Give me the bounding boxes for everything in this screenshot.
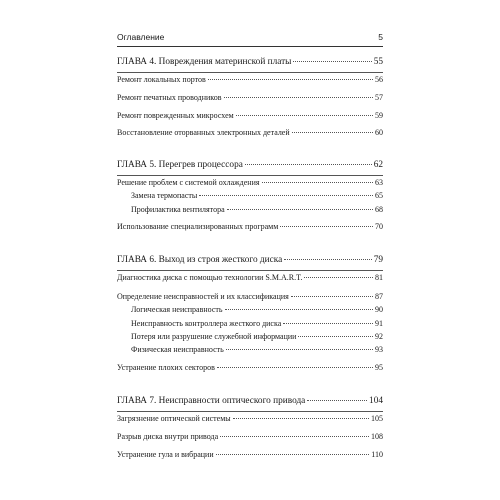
toc-entry[interactable]: Устранение гула и вибрации 110 — [117, 450, 383, 459]
chapter-rule — [117, 175, 383, 176]
toc-subentry[interactable]: Потеря или разрушение служебной информации 92 — [131, 332, 383, 341]
toc-subentry[interactable]: Неисправность контроллера жесткого диска 91 — [131, 319, 383, 328]
toc-entry[interactable]: Ремонт поврежденных микросхем 59 — [117, 111, 383, 120]
running-header — [117, 30, 383, 47]
toc-subentry[interactable]: Замена термопасты 65 — [131, 191, 383, 200]
chapter-heading[interactable]: ГЛАВА 4. Повреждения материнской платы 55 — [117, 57, 383, 67]
toc-entry[interactable]: Определение неисправностей и их классификация 87 — [117, 292, 383, 301]
toc-entry[interactable]: Ремонт печатных проводников 57 — [117, 93, 383, 102]
toc-entry[interactable]: Загрязнение оптической системы 105 — [117, 414, 383, 423]
header-title: Оглавление — [117, 32, 165, 42]
toc-entry[interactable]: Использование специализированных программ 70 — [117, 222, 383, 231]
chapter-heading[interactable]: ГЛАВА 5. Перегрев процессора 62 — [117, 160, 383, 170]
chapter-rule — [117, 411, 383, 412]
toc-subentry[interactable]: Физическая неисправность 93 — [131, 345, 383, 354]
toc-entry[interactable]: Устранение плохих секторов 95 — [117, 363, 383, 372]
chapter-heading[interactable]: ГЛАВА 7. Неисправности оптического привода 104 — [117, 396, 383, 406]
header-page-number: 5 — [378, 32, 383, 42]
toc-entry[interactable]: Решение проблем с системой охлаждения 63 — [117, 178, 383, 187]
toc-subentry[interactable]: Логическая неисправность 90 — [131, 305, 383, 314]
chapter-heading[interactable]: ГЛАВА 6. Выход из строя жесткого диска 79 — [117, 255, 383, 265]
chapter-rule — [117, 270, 383, 271]
toc-entry[interactable]: Разрыв диска внутри привода 108 — [117, 432, 383, 441]
chapter-rule — [117, 72, 383, 73]
toc-entry[interactable]: Восстановление оторванных электронных деталей 60 — [117, 128, 383, 137]
toc-entry[interactable]: Ремонт локальных портов 56 — [117, 75, 383, 84]
toc-entry[interactable]: Диагностика диска с помощью технологии S.M.A.R.T. 81 — [117, 273, 383, 282]
toc-subentry[interactable]: Профилактика вентилятора 68 — [131, 205, 383, 214]
